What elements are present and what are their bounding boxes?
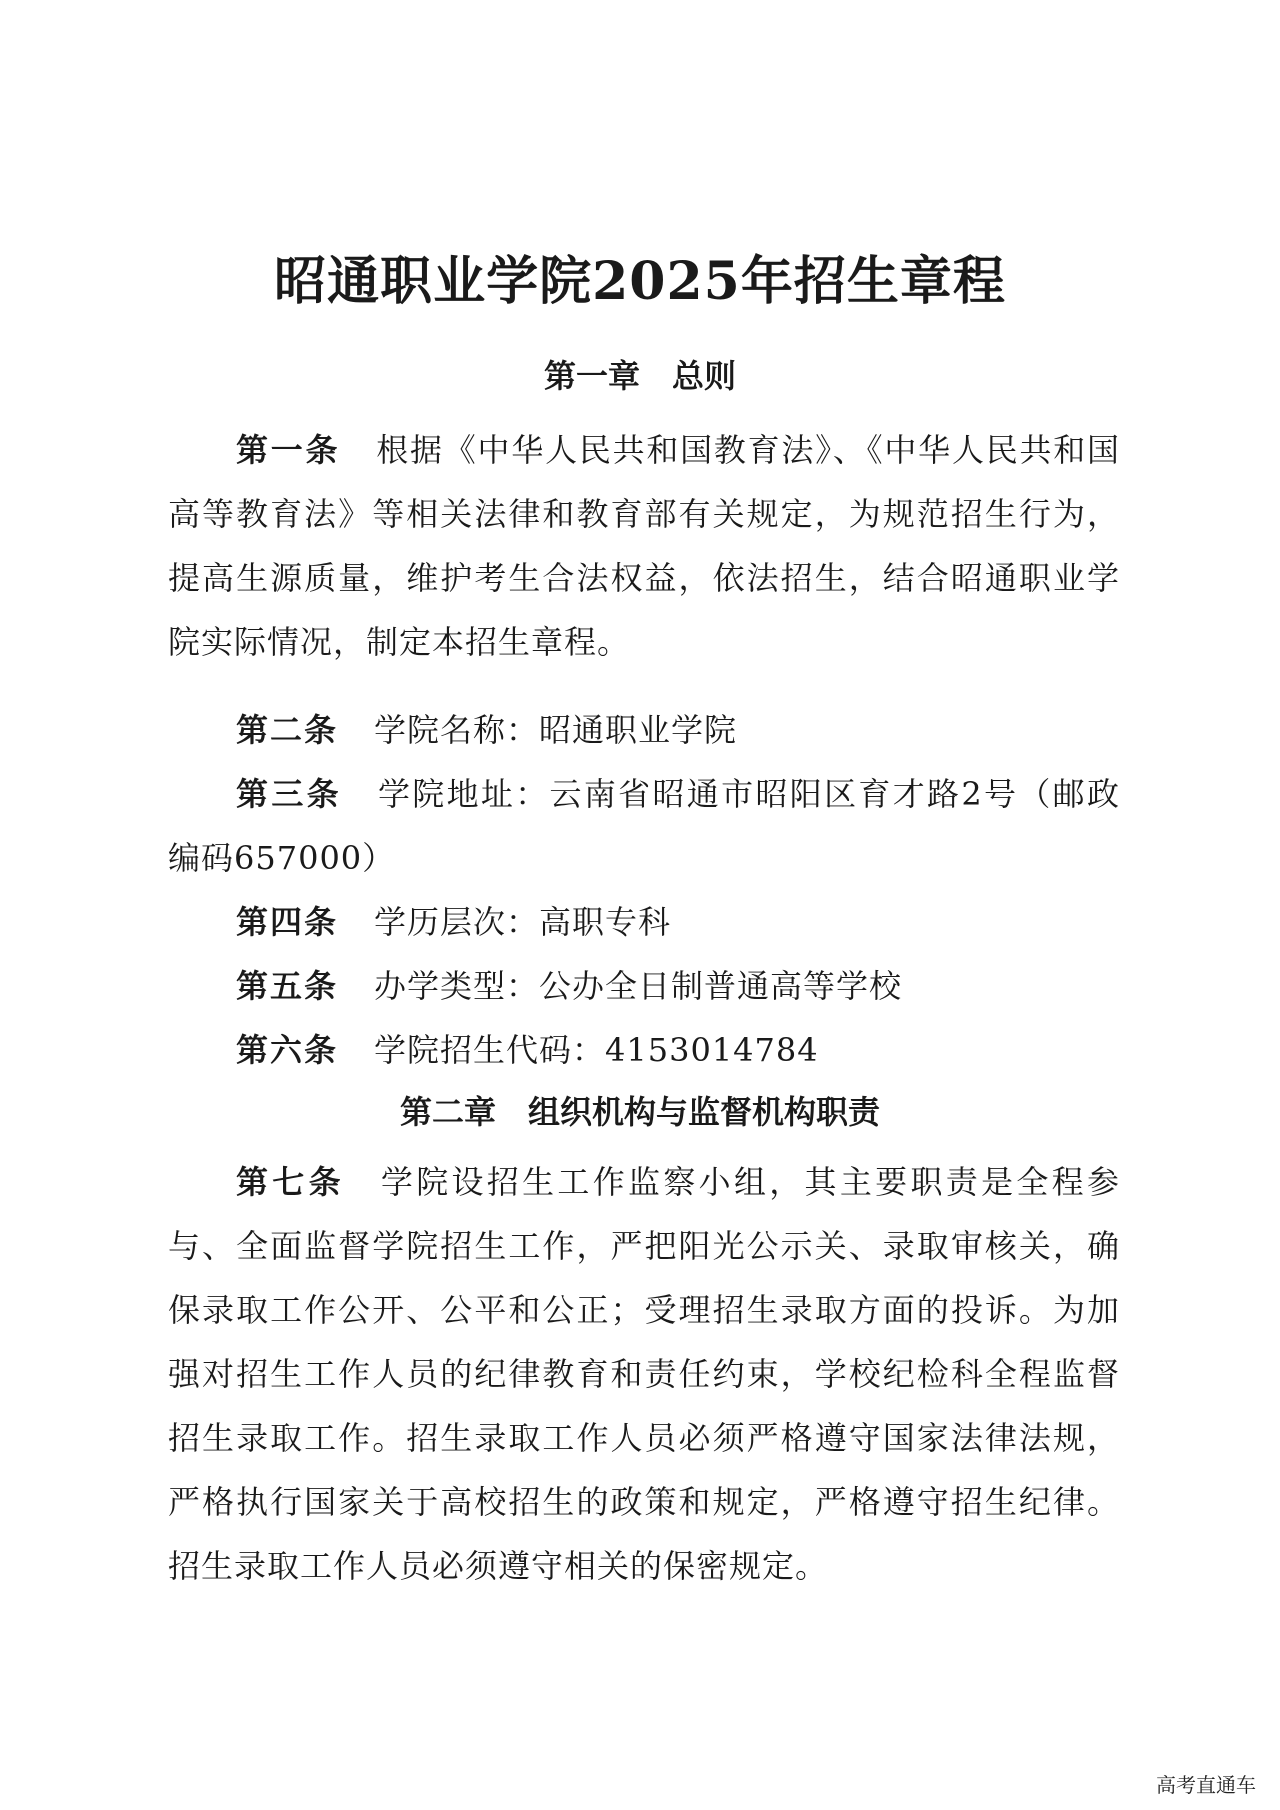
article-5	[168, 954, 1120, 1018]
article-7	[168, 1150, 1120, 1598]
article-text: 办学类型：公办全日制普通高等学校	[374, 967, 903, 1005]
article-text: 学历层次：高职专科	[374, 903, 672, 941]
article-text: 学院名称：昭通职业学院	[374, 711, 738, 749]
article-4	[168, 890, 1120, 954]
article-label: 第七条	[236, 1163, 345, 1201]
article-3	[168, 762, 1120, 890]
watermark-label: 高考直通车	[1152, 1767, 1260, 1800]
chapter-heading-2: 第二章 组织机构与监督机构职责	[399, 1093, 880, 1131]
article-label: 第六条	[236, 1031, 339, 1069]
article-label: 第二条	[236, 711, 339, 749]
article-text: 学院招生代码：4153014784	[374, 1031, 819, 1069]
chapter-heading-1: 第一章 总则	[543, 357, 736, 395]
article-text: 学院地址：云南省昭通市昭阳区育才路2号（邮政编码657000）	[168, 775, 1120, 877]
article-2	[168, 698, 1120, 762]
article-1	[168, 418, 1120, 674]
article-label: 第四条	[236, 903, 339, 941]
article-text: 根据《中华人民共和国教育法》、《中华人民共和国高等教育法》等相关法律和教育部有关规定，为规范招生行为，提高生源质量，维护考生合法权益，依法招生，结合昭通职业学院实际情况，制定本招生章程。	[168, 431, 1120, 661]
article-label: 第一条	[236, 431, 341, 469]
article-6	[168, 1018, 1120, 1082]
article-text: 学院设招生工作监察小组，其主要职责是全程参与、全面监督学院招生工作，严把阳光公示关、录取审核关，确保录取工作公开、公平和公正；受理招生录取方面的投诉。为加强对招生工作人员的纪律教育和责任约束，学校纪检科全程监督招生录取工作。招生录取工作人员必须严格遵守国家法律法规，严格执行国家关于高校招生的政策和规定，严格遵守招生纪律。招生录取工作人员必须遵守相关的保密规定。	[168, 1163, 1120, 1585]
article-label: 第五条	[236, 967, 339, 1005]
document-title: 昭通职业学院2025年招生章程	[274, 251, 1006, 312]
article-label: 第三条	[236, 775, 342, 813]
